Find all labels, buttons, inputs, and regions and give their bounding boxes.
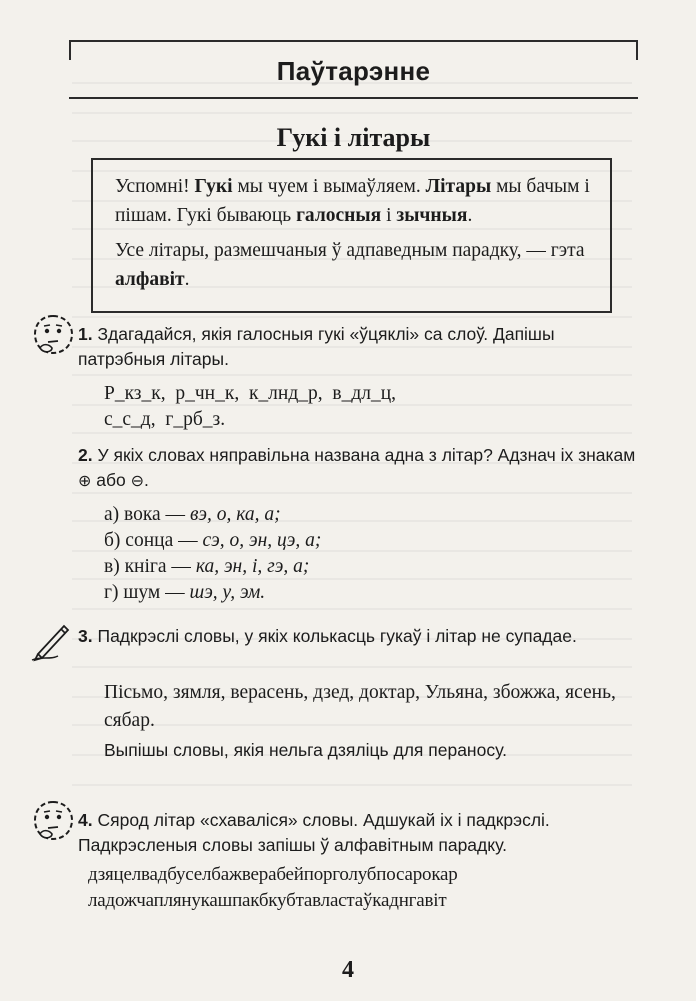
minus-sign-icon: ⊖: [130, 473, 145, 490]
option-a-word: а) вока —: [104, 504, 190, 525]
task-2-instruction: [78, 443, 643, 494]
subsection-title: Гукі і літары: [276, 123, 431, 152]
rule-text-segment: мы бачым і пішам. Гукі бываюць: [115, 176, 590, 226]
task-1-instruction: [78, 322, 643, 372]
plus-sign-icon: ⊕: [78, 473, 92, 490]
rule-text-segment: .: [184, 269, 190, 290]
rule-text-segment: Гукі: [194, 176, 233, 197]
task-4-number: 4.: [78, 810, 93, 830]
task-2-number: 2.: [78, 445, 93, 465]
rule-box-paragraph-1: [115, 172, 594, 230]
task-2-option-a: [104, 502, 504, 528]
page-number: 4: [342, 957, 354, 983]
rule-text-segment: .: [467, 205, 473, 226]
task-4-text: Сярод літар «схаваліся» словы. Адшукай іх і падкрэслі. Падкрэсленыя словы запішы ў алфавітным парадку.: [78, 810, 550, 855]
option-b-letters: сэ, о, эн, цэ, а;: [202, 530, 322, 551]
task-3-instruction: [78, 624, 643, 649]
header-rule-bottom: [69, 97, 638, 99]
header-rule-top: [69, 40, 638, 42]
rule-text-segment: галосныя: [296, 205, 382, 226]
task-2-text-a: У якіх словах няправільна названа адна з літар? Адзнач іх знакам: [97, 445, 636, 465]
rule-text-segment: Усе літары, размешчаныя ў адпаведным парадку, — гэта: [115, 240, 585, 261]
task-4-letter-line-1: дзяцелвадбуселбажверабейпорголубпосарокар: [88, 864, 458, 885]
thinking-face-icon: [30, 312, 76, 358]
rule-box: [91, 158, 612, 313]
rule-text-segment: мы чуем і вымаўляем.: [232, 176, 426, 197]
option-c-word: в) кніга —: [104, 556, 196, 577]
option-d-word: г) шум —: [104, 582, 190, 603]
option-a-letters: вэ, о, ка, а;: [189, 504, 281, 525]
option-c-letters: ка, эн, і, гэ, а;: [195, 556, 310, 577]
task-1-number: 1.: [78, 324, 93, 344]
task-1-line-1: Р_кз_к, р_чн_к, к_лнд_р, в_дл_ц,: [104, 383, 397, 404]
pencil-icon: [28, 616, 74, 662]
rule-text-segment: алфавіт: [115, 269, 185, 290]
option-d-letters: шэ, у, эм.: [189, 582, 266, 603]
task-3-text: Падкрэслі словы, у якіх колькасць гукаў і літар не супадае.: [97, 626, 577, 646]
task-2-text-c: .: [144, 470, 149, 490]
task-4-letter-line-2: ладожчаплянукашпакбкубтавластаўкаднгавіт: [88, 890, 447, 911]
rule-text-segment: Літары: [425, 176, 492, 197]
option-b-word: б) сонца —: [104, 530, 203, 551]
rule-text-segment: зычныя: [396, 205, 468, 226]
task-1-text: Здагадайся, якія галосныя гукі «ўцяклі» са слоў. Дапішы патрэбныя літары.: [78, 324, 555, 369]
task-2-text-b: або: [91, 470, 131, 490]
task-2-option-b: [104, 528, 504, 554]
rule-text-segment: і: [381, 205, 397, 226]
rule-box-paragraph-2: [115, 236, 594, 294]
task-3-word-list: Пісьмо, зямля, верасень, дзед, доктар, Ульяна, збожжа, ясень, сябар.: [104, 682, 616, 731]
rule-text-segment: Успомні!: [115, 176, 195, 197]
task-2-option-d: [104, 580, 504, 606]
section-title: Паўтарэнне: [276, 56, 431, 86]
task-3-extra-instruction: Выпішы словы, якія нельга дзяліць для пераносу.: [104, 740, 507, 760]
task-4-instruction: [78, 808, 643, 858]
task-2-option-c: [104, 554, 504, 580]
thinking-face-icon: [30, 798, 76, 844]
task-3-number: 3.: [78, 626, 93, 646]
task-1-line-2: с_с_д, г_рб_з.: [104, 409, 226, 430]
